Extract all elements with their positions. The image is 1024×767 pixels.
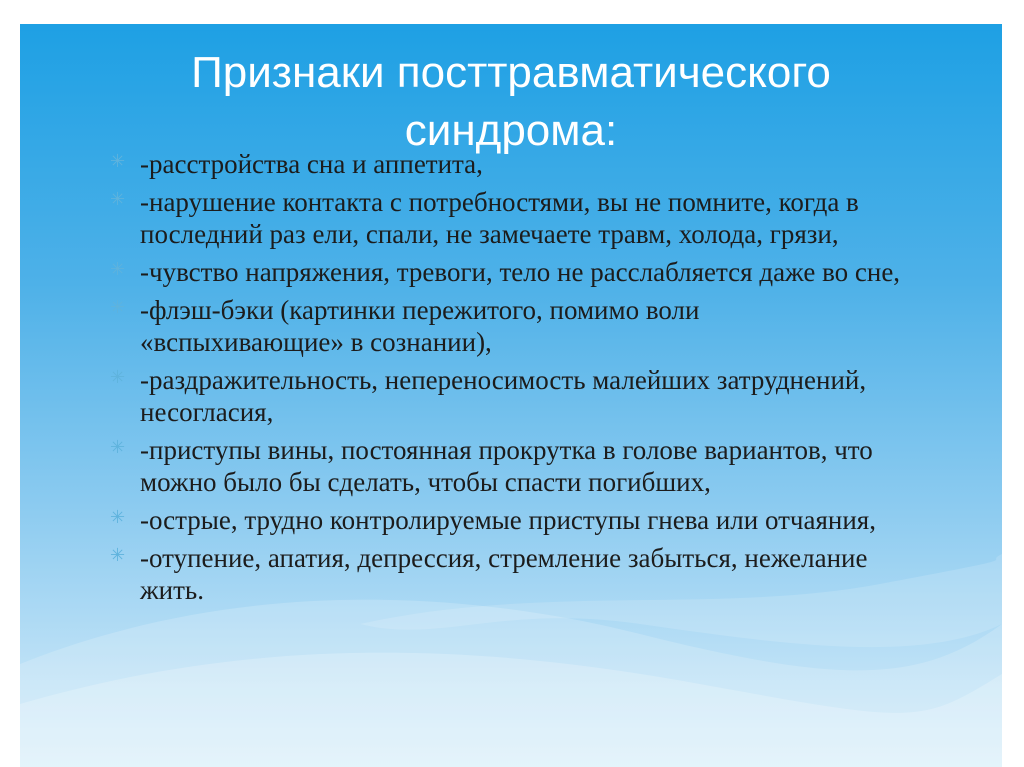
- asterisk-bullet-icon: ✳: [110, 189, 126, 210]
- bullet-item: [110, 186, 910, 250]
- title-line-2: синдрома:: [404, 106, 618, 155]
- bullet-list: [110, 148, 910, 612]
- bullet-text: -приступы вины, постоянная прокрутка в голове вариантов, что можно было бы сделать, чтобы спасти погибших,: [140, 435, 873, 497]
- slide-title: [50, 44, 972, 160]
- asterisk-bullet-icon: ✳: [110, 297, 126, 318]
- bullet-text: -нарушение контакта с потребностями, вы не помните, когда в последний раз ели, спали, не замечаете травм, холода, грязи,: [140, 187, 859, 249]
- bullet-text: -чувство напряжения, тревоги, тело не расслабляется даже во сне,: [140, 257, 901, 287]
- bullet-text: -расстройства сна и аппетита,: [140, 149, 483, 179]
- asterisk-bullet-icon: ✳: [110, 367, 126, 388]
- bullet-text: -отупение, апатия, депрессия, стремление забыться, нежелание жить.: [140, 543, 868, 605]
- asterisk-bullet-icon: ✳: [110, 151, 126, 172]
- asterisk-bullet-icon: ✳: [110, 259, 126, 280]
- bullet-text: -раздражительность, непереносимость малейших затруднений, несогласия,: [140, 365, 867, 427]
- title-line-1: Признаки посттравматического: [191, 48, 831, 97]
- asterisk-bullet-icon: ✳: [110, 507, 126, 528]
- asterisk-bullet-icon: ✳: [110, 545, 126, 566]
- bullet-item: [110, 364, 910, 428]
- asterisk-bullet-icon: ✳: [110, 437, 126, 458]
- bullet-item: [110, 542, 910, 606]
- bullet-text: -острые, трудно контролируемые приступы гнева или отчаяния,: [140, 505, 876, 535]
- slide: [20, 24, 1002, 767]
- bullet-item: [110, 294, 910, 358]
- bullet-item: [110, 434, 910, 498]
- bullet-item: [110, 256, 910, 288]
- bullet-item: [110, 148, 910, 180]
- bullet-text: -флэш-бэки (картинки пережитого, помимо воли «вспыхивающие» в сознании),: [140, 295, 700, 357]
- bullet-item: [110, 504, 910, 536]
